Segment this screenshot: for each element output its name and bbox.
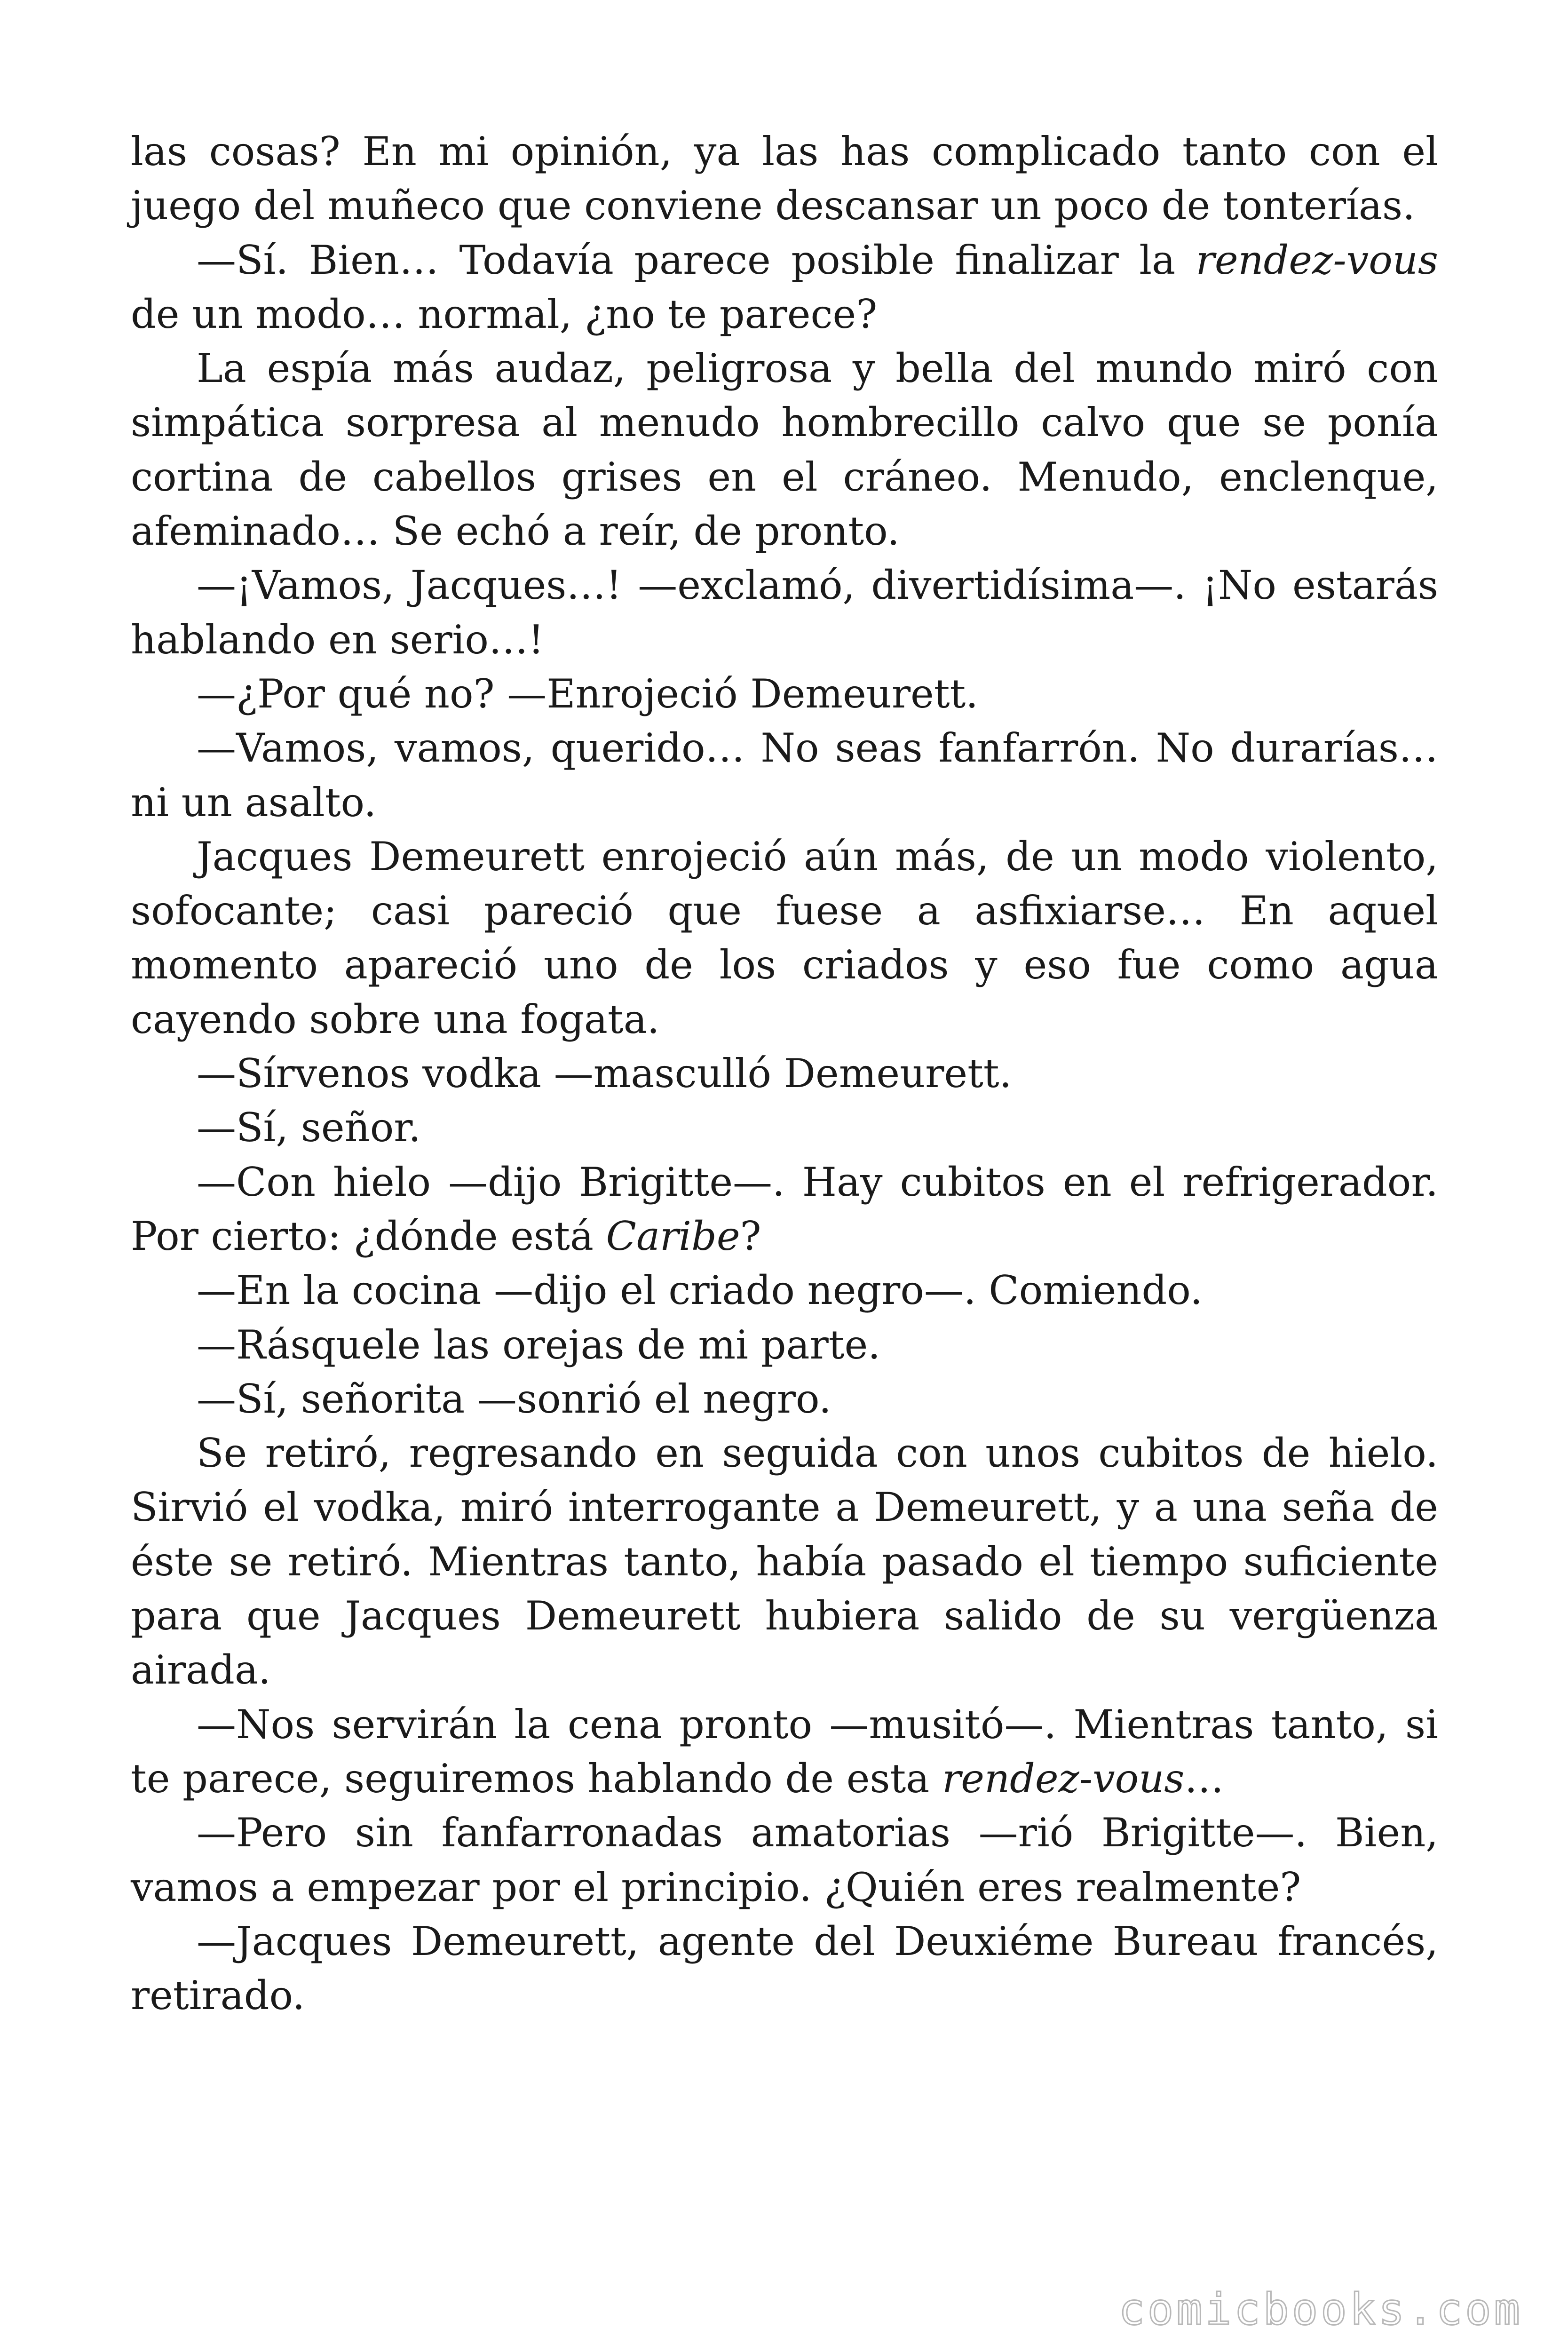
text-run: Jacques Demeurett enrojeció aún más, de un modo violento, sofocante; casi pareció que fuese a asfixiarse… En aquel momento apareció uno de los criados y eso fue como agua cayendo sobre una fogata. bbox=[131, 833, 1438, 1042]
paragraph bbox=[131, 1698, 1438, 1806]
paragraph bbox=[131, 1372, 1438, 1426]
text-run: —Nos servirán la cena pronto —musitó—. Mientras tanto, si te parece, seguiremos hablando de esta bbox=[131, 1701, 1438, 1802]
paragraph bbox=[131, 1155, 1438, 1264]
text-run: —Jacques Demeurett, agente del Deuxiéme Bureau francés, retirado. bbox=[131, 1918, 1438, 2019]
italic-text: rendez-vous bbox=[1196, 237, 1438, 283]
paragraph bbox=[131, 1426, 1438, 1697]
text-run: —Con hielo —dijo Brigitte—. Hay cubitos en el refrigerador. Por cierto: ¿dónde está bbox=[131, 1159, 1438, 1259]
text-run: —Vamos, vamos, querido… No seas fanfarrón. No durarías… ni un asalto. bbox=[131, 725, 1438, 826]
paragraph bbox=[131, 1101, 1438, 1155]
text-run: Se retiró, regresando en seguida con unos cubitos de hielo. Sirvió el vodka, miró interrogante a Demeurett, y a una seña de éste se retiró. Mientras tanto, había pasado el tiempo suficiente para que Jacques Demeurett hubiera salido de su vergüenza airada. bbox=[131, 1430, 1438, 1693]
text-run: —¿Por qué no? —Enrojeció Demeurett. bbox=[197, 670, 978, 717]
paragraph bbox=[131, 125, 1438, 233]
text-run: —Rásquele las orejas de mi parte. bbox=[197, 1321, 880, 1368]
paragraph bbox=[131, 1915, 1438, 2023]
paragraph bbox=[131, 233, 1438, 342]
text-run: … bbox=[1184, 1755, 1224, 1802]
text-run: —Sí, señorita —sonrió el negro. bbox=[197, 1375, 832, 1422]
paragraph bbox=[131, 342, 1438, 558]
paragraph bbox=[131, 558, 1438, 667]
text-run: —¡Vamos, Jacques…! —exclamó, divertidísima—. ¡No estarás hablando en serio…! bbox=[131, 562, 1438, 663]
paragraph bbox=[131, 1806, 1438, 1915]
text-run: —En la cocina —dijo el criado negro—. Comiendo. bbox=[197, 1267, 1203, 1314]
text-run: —Sí, señor. bbox=[197, 1104, 421, 1151]
text-run: ? bbox=[740, 1213, 761, 1259]
paragraph bbox=[131, 1318, 1438, 1372]
body-text bbox=[131, 125, 1438, 2023]
italic-text: rendez-vous bbox=[942, 1755, 1185, 1802]
text-run: —Sírvenos vodka —masculló Demeurett. bbox=[197, 1050, 1012, 1097]
text-run: La espía más audaz, peligrosa y bella del mundo miró con simpática sorpresa al menudo hombrecillo calvo que se ponía cortina de cabellos grises en el cráneo. Menudo, enclenque, afeminado… Se echó a reír, de pronto. bbox=[131, 345, 1438, 555]
paragraph bbox=[131, 667, 1438, 721]
paragraph bbox=[131, 1047, 1438, 1101]
watermark: comicbooks.com bbox=[1118, 2284, 1523, 2335]
text-run: de un modo… normal, ¿no te parece? bbox=[131, 291, 878, 337]
paragraph bbox=[131, 1263, 1438, 1318]
paragraph bbox=[131, 830, 1438, 1047]
text-run: —Sí. Bien… Todavía parece posible finalizar la bbox=[197, 237, 1196, 283]
paragraph bbox=[131, 721, 1438, 830]
text-run: —Pero sin fanfarronadas amatorias —rió Brigitte—. Bien, vamos a empezar por el principio. ¿Quién eres realmente? bbox=[131, 1810, 1438, 1910]
text-run: las cosas? En mi opinión, ya las has complicado tanto con el juego del muñeco que conviene descansar un poco de tonterías. bbox=[131, 128, 1438, 229]
italic-text: Caribe bbox=[606, 1213, 740, 1259]
